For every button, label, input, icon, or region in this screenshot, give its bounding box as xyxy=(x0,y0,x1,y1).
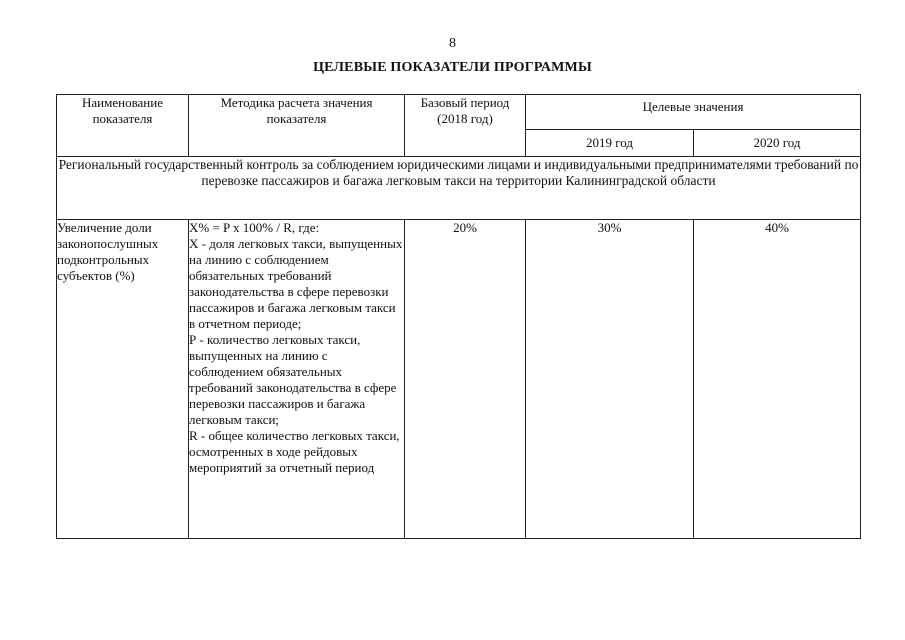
definition-r: R - общее количество легковых такси, осмотренных в ходе рейдовых мероприятий за отчетный период xyxy=(189,428,400,475)
header-year-2020: 2020 год xyxy=(694,130,861,157)
table-row xyxy=(57,220,861,539)
header-calculation-method: Методика расчета значения показателя xyxy=(189,95,405,157)
header-target-values: Целевые значения xyxy=(526,95,861,130)
target-indicators-table xyxy=(56,94,861,539)
section-title-row: Региональный государственный контроль за соблюдением юридическими лицами и индивидуальными предпринимателями требований по перевозке пассажиров и багажа легковым такси на территории Калининградской области xyxy=(57,157,861,220)
definition-x: Х - доля легковых такси, выпущенных на линию с соблюдением обязательных требований законодательства в сфере перевозки пассажиров и багажа легковым такси в отчетном периоде; xyxy=(189,236,403,331)
value-2020-cell: 40% xyxy=(694,220,861,539)
document-title: ЦЕЛЕВЫЕ ПОКАЗАТЕЛИ ПРОГРАММЫ xyxy=(313,60,592,75)
page-number: 8 xyxy=(449,36,456,51)
calculation-method-cell xyxy=(189,220,405,539)
header-indicator-name: Наименование показателя xyxy=(57,95,189,157)
base-value-cell: 20% xyxy=(405,220,526,539)
formula-line: Х% = P x 100% / R, где: xyxy=(189,220,320,235)
definition-p: Р - количество легковых такси, выпущенных на линию с соблюдением обязательных требований законодательства в сфере перевозки пассажиров и багажа легковым такси; xyxy=(189,332,397,427)
header-base-period: Базовый период (2018 год) xyxy=(405,95,526,157)
indicator-name-cell: Увеличение доли законопослушных подконтрольных субъектов (%) xyxy=(57,220,189,539)
value-2019-cell: 30% xyxy=(526,220,694,539)
header-year-2019: 2019 год xyxy=(526,130,694,157)
